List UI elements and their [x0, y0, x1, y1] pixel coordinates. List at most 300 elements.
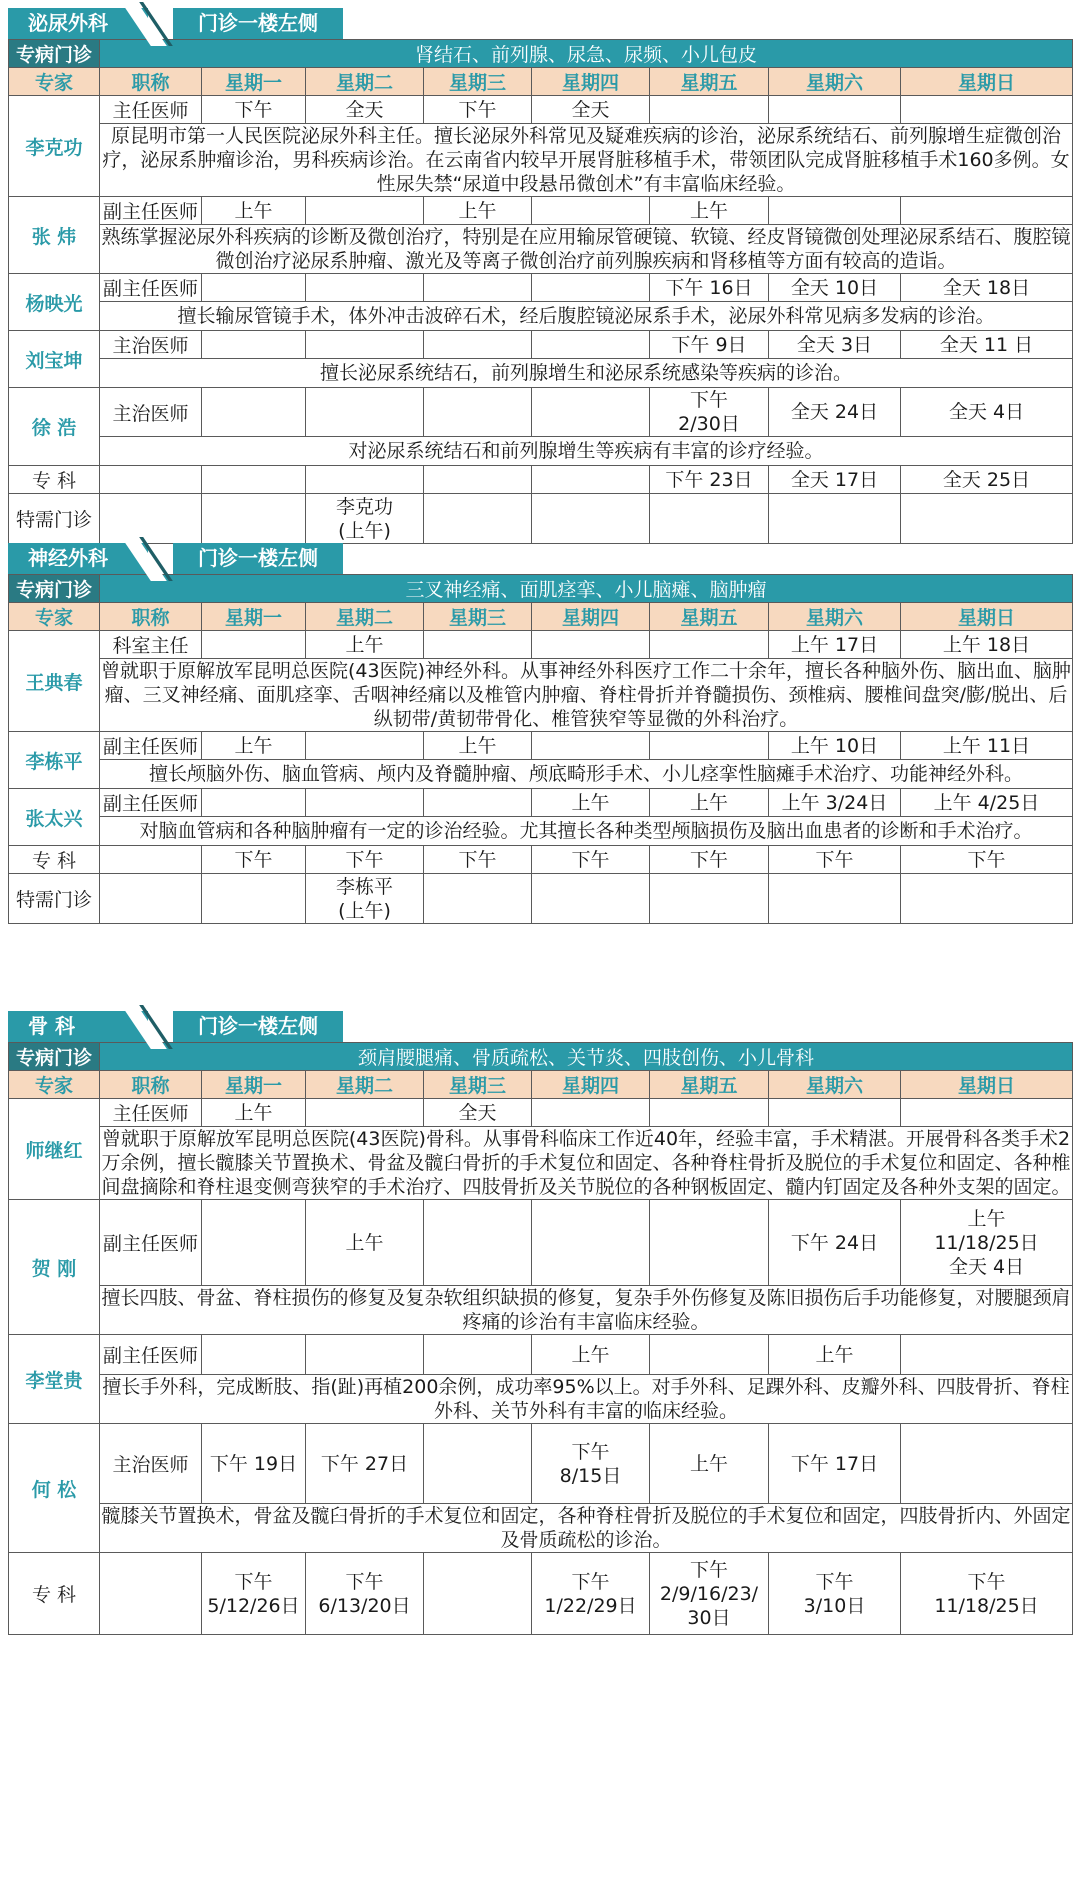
- schedule-cell: [901, 331, 1073, 359]
- schedule-cell-text: 下午 2/9/16/23/ 30日: [659, 1558, 759, 1629]
- header-day: 星期六: [769, 603, 901, 631]
- doctor-title: 科室主任: [100, 631, 202, 659]
- doctor-description: 原昆明市第一人民医院泌尿外科主任。擅长泌尿外科常见及疑难疾病的诊治，泌尿系统结石、前列腺增生症微创治疗，泌尿系肿瘤诊治，男科疾病诊治。在云南省内较早开展肾脏移植手术，带领团队完成肾脏移植手术160多例。女性尿失禁“尿道中段悬吊微创术”有丰富临床经验。: [100, 124, 1073, 197]
- schedule-cell: [306, 846, 424, 874]
- schedule-cell: [532, 874, 650, 924]
- special-need-row: [9, 874, 1073, 924]
- schedule-cell-text: 下午: [571, 848, 610, 871]
- schedule-cell-text: 上午 18日: [942, 633, 1031, 656]
- doctor-desc-row: [9, 437, 1073, 466]
- schedule-cell-text: 李克功 (上午): [335, 495, 393, 542]
- header-doctor: 专家: [9, 1071, 100, 1099]
- doctor-desc-row: [9, 1127, 1073, 1200]
- schedule-cell: [306, 466, 424, 494]
- schedule-cell: [769, 274, 901, 302]
- schedule-cell-text: 上午: [571, 1343, 610, 1366]
- header-day: 星期日: [901, 603, 1073, 631]
- specialty-list: 三叉神经痛、面肌痉挛、小儿脑瘫、脑肿瘤: [100, 575, 1073, 603]
- specialty-label: 专病门诊: [9, 1043, 100, 1071]
- schedule-cell-text: 下午 16日: [665, 276, 753, 299]
- schedule-cell: [650, 274, 769, 302]
- schedule-cell: [769, 494, 901, 544]
- schedule-cell-text: 下午 19日: [209, 1452, 298, 1475]
- specialty-label: 专病门诊: [9, 575, 100, 603]
- schedule-cell: [532, 388, 650, 437]
- schedule-cell-text: 下午 6/13/20日: [318, 1570, 411, 1617]
- schedule-cell: [650, 631, 769, 659]
- schedule-cell: [202, 466, 306, 494]
- schedule-cell: [424, 274, 532, 302]
- schedule-table: [8, 1042, 1073, 1635]
- schedule-cell-text: 全天 24日: [790, 401, 879, 423]
- schedule-cell: [202, 1424, 306, 1504]
- specialist-row: [9, 1553, 1073, 1635]
- header-day: 星期三: [424, 603, 532, 631]
- schedule-cell: [901, 388, 1073, 437]
- doctor-desc-row: [9, 124, 1073, 197]
- schedule-cell-text: 下午 9日: [671, 333, 747, 356]
- schedule-cell: [306, 874, 424, 924]
- schedule-cell: [306, 274, 424, 302]
- doctor-desc-row: [9, 1375, 1073, 1424]
- schedule-cell-text: 上午: [234, 199, 273, 222]
- doctor-desc-row: [9, 225, 1073, 274]
- header-doctor: 专家: [9, 603, 100, 631]
- empty-cell: [100, 1553, 202, 1635]
- doctor-desc-row: [9, 1504, 1073, 1553]
- schedule-cell: [650, 494, 769, 544]
- header-day: 星期四: [532, 603, 650, 631]
- schedule-cell-text: 上午: [689, 791, 728, 814]
- schedule-cell-text: 上午: [689, 1452, 728, 1475]
- header-row: [9, 1071, 1073, 1099]
- header-day: 星期五: [650, 68, 769, 96]
- schedule-cell: [202, 732, 306, 760]
- schedule-cell: [901, 631, 1073, 659]
- schedule-cell-text: 上午 11/18/25日 全天 4日: [934, 1207, 1039, 1278]
- schedule-cell-text: 下午: [458, 848, 497, 871]
- header-day: 星期一: [202, 68, 306, 96]
- schedule-cell: [769, 789, 901, 817]
- section-tab-row: [8, 543, 1072, 574]
- schedule-cell: [202, 96, 306, 124]
- schedule-cell-text: 全天 3日: [796, 333, 873, 356]
- schedule-cell: [424, 874, 532, 924]
- header-row: [9, 603, 1073, 631]
- schedule-cell-text: 上午 4/25日: [933, 791, 1040, 814]
- schedule-cell-text: 下午 3/10日: [803, 1570, 866, 1617]
- doctor-desc-row: [9, 359, 1073, 388]
- location-tab: 门诊一楼左侧: [173, 1011, 343, 1042]
- doctor-title: 副主任医师: [100, 732, 202, 760]
- schedule-cell: [306, 732, 424, 760]
- doctor-title: 副主任医师: [100, 789, 202, 817]
- doctor-name: 张太兴: [9, 789, 100, 846]
- schedule-cell: [306, 1099, 424, 1127]
- section-tab-row: [8, 1011, 1072, 1042]
- doctor-title: 副主任医师: [100, 1335, 202, 1375]
- schedule-cell-text: 下午: [967, 848, 1006, 871]
- doctor-name: 李堂贵: [9, 1335, 100, 1424]
- schedule-cell: [901, 466, 1073, 494]
- schedule-cell: [306, 96, 424, 124]
- schedule-cell: [202, 789, 306, 817]
- schedule-cell-text: 上午: [345, 1231, 384, 1254]
- schedule-cell: [424, 388, 532, 437]
- schedule-cell-text: 上午 11日: [942, 734, 1031, 757]
- schedule-cell: [650, 1200, 769, 1286]
- header-day: 星期四: [532, 1071, 650, 1099]
- doctor-schedule-row: [9, 789, 1073, 817]
- doctor-description: 擅长四肢、骨盆、脊柱损伤的修复及复杂软组织缺损的修复，复杂手外伤修复及陈旧损伤后手功能修复，对腰腿颈肩疼痛的诊治有丰富临床经验。: [101, 1287, 1071, 1333]
- schedule-cell: [424, 732, 532, 760]
- empty-cell: [100, 846, 202, 874]
- schedule-cell: [532, 494, 650, 544]
- schedule-cell-text: 全天: [571, 98, 610, 121]
- schedule-cell: [202, 1335, 306, 1375]
- dept-tab: 泌尿外科: [8, 8, 148, 39]
- schedule-cell-text: 上午: [689, 199, 728, 222]
- specialty-list: 肾结石、前列腺、尿急、尿频、小儿包皮: [100, 40, 1073, 68]
- schedule-cell: [424, 197, 532, 225]
- schedule-cell: [202, 494, 306, 544]
- header-day: 星期六: [769, 1071, 901, 1099]
- special-need-label: 特需门诊: [9, 874, 100, 924]
- doctor-title: 副主任医师: [100, 274, 202, 302]
- schedule-cell: [532, 466, 650, 494]
- doctor-name: 师继红: [9, 1099, 100, 1200]
- header-day: 星期五: [650, 603, 769, 631]
- schedule-cell: [306, 388, 424, 437]
- schedule-table: [8, 39, 1073, 544]
- header-day: 星期一: [202, 603, 306, 631]
- header-day: 星期日: [901, 68, 1073, 96]
- doctor-schedule-row: [9, 197, 1073, 225]
- schedule-cell: [769, 1424, 901, 1504]
- section-tab-row: [8, 8, 1072, 39]
- header-day: 星期五: [650, 1071, 769, 1099]
- doctor-description: 曾就职于原解放军昆明总医院(43医院)神经外科。从事神经外科医疗工作二十余年，擅长各种脑外伤、脑出血、脑肿瘤、三叉神经痛、面肌痉挛、舌咽神经痛以及椎管内肿瘤、脊柱骨折并脊髓损伤、颈椎病、腰椎间盘突/膨/脱出、后纵韧带/黄韧带骨化、椎管狭窄等显微的外科治疗。: [101, 660, 1072, 730]
- specialty-list: 颈肩腰腿痛、骨质疏松、关节炎、四肢创伤、小儿骨科: [100, 1043, 1073, 1071]
- doctor-description: 对泌尿系统结石和前列腺增生等疾病有丰富的诊疗经验。: [100, 437, 1073, 466]
- schedule-cell: [901, 494, 1073, 544]
- schedule-cell: [532, 732, 650, 760]
- schedule-cell: [306, 494, 424, 544]
- schedule-cell: [532, 331, 650, 359]
- schedule-cell: [424, 631, 532, 659]
- header-day: 星期二: [306, 603, 424, 631]
- schedule-cell-text: 全天: [345, 98, 384, 121]
- schedule-cell-text: 下午: [345, 848, 384, 871]
- schedule-cell: [532, 1335, 650, 1375]
- schedule-table: [8, 574, 1073, 924]
- schedule-cell-text: 下午 2/30日: [678, 389, 740, 435]
- specialist-row: [9, 466, 1073, 494]
- schedule-cell-text: 上午 3/24日: [781, 791, 888, 814]
- doctor-title: 副主任医师: [100, 1200, 202, 1286]
- doctor-desc-row: [9, 302, 1073, 331]
- doctor-description: 擅长手外科，完成断肢、指(趾)再植200余例，成功率95%以上。对手外科、足踝外科、皮瓣外科、四肢骨折、脊柱外科、关节外科有丰富的临床经验。: [100, 1375, 1073, 1424]
- schedule-cell: [424, 96, 532, 124]
- schedule-cell: [769, 1099, 901, 1127]
- schedule-cell: [901, 1553, 1073, 1635]
- schedule-cell: [202, 1200, 306, 1286]
- schedule-cell-text: 下午: [458, 98, 497, 121]
- special-need-row: [9, 494, 1073, 544]
- schedule-cell: [532, 846, 650, 874]
- doctor-name: 李克功: [9, 96, 100, 197]
- schedule-cell: [650, 331, 769, 359]
- schedule-cell: [306, 1200, 424, 1286]
- schedule-cell: [650, 1424, 769, 1504]
- doctor-description: 擅长输尿管镜手术，体外冲击波碎石术，经后腹腔镜泌尿系手术，泌尿外科常见病多发病的诊治。: [100, 302, 1073, 331]
- schedule-cell: [769, 96, 901, 124]
- schedule-cell-text: 上午: [571, 791, 610, 814]
- doctor-schedule-row: [9, 732, 1073, 760]
- doctor-title: 主任医师: [100, 1099, 202, 1127]
- doctor-description: 擅长颅脑外伤、脑血管病、颅内及脊髓肿瘤、颅底畸形手术、小儿痉挛性脑瘫手术治疗、功能神经外科。: [100, 760, 1073, 789]
- doctor-name: 张 炜: [9, 197, 100, 274]
- schedule-cell-text: 下午 11/18/25日: [934, 1570, 1039, 1617]
- schedule-cell: [202, 631, 306, 659]
- header-title: 职称: [100, 68, 202, 96]
- schedule-cell: [650, 96, 769, 124]
- schedule-cell: [532, 1200, 650, 1286]
- schedule-cell: [202, 388, 306, 437]
- dept-section: [8, 8, 1072, 544]
- doctor-title: 主治医师: [100, 331, 202, 359]
- schedule-cell: [650, 874, 769, 924]
- schedule-cell: [769, 466, 901, 494]
- doctor-schedule-row: [9, 631, 1073, 659]
- doctor-title: 主治医师: [100, 1424, 202, 1504]
- schedule-cell: [306, 1335, 424, 1375]
- schedule-cell: [650, 789, 769, 817]
- schedule-cell: [424, 1099, 532, 1127]
- doctor-description: 髋膝关节置换术，骨盆及髋臼骨折的手术复位和固定，各种脊柱骨折及脱位的手术复位和固定，四肢骨折内、外固定及骨质疏松的诊治。: [101, 1505, 1071, 1551]
- specialist-label: 专 科: [9, 846, 100, 874]
- schedule-cell-text: 上午: [234, 734, 273, 757]
- schedule-cell-text: 全天 10日: [790, 276, 879, 299]
- doctor-schedule-row: [9, 274, 1073, 302]
- specialty-label: 专病门诊: [9, 40, 100, 68]
- doctor-schedule-row: [9, 96, 1073, 124]
- schedule-cell: [901, 96, 1073, 124]
- schedule-cell-text: 下午: [815, 848, 854, 871]
- schedule-cell-text: 全天 25日: [942, 468, 1031, 491]
- schedule-cell: [424, 1553, 532, 1635]
- schedule-cell-text: 下午 24日: [790, 1231, 879, 1254]
- schedule-cell: [769, 874, 901, 924]
- schedule-cell: [532, 96, 650, 124]
- doctor-desc-row: [9, 1286, 1073, 1335]
- doctor-name: 杨映光: [9, 274, 100, 331]
- schedule-cell: [202, 1099, 306, 1127]
- schedule-cell: [769, 1335, 901, 1375]
- header-day: 星期三: [424, 1071, 532, 1099]
- schedule-cell: [901, 874, 1073, 924]
- schedule-cell: [650, 1099, 769, 1127]
- specialist-label: 专 科: [9, 466, 100, 494]
- header-row: [9, 68, 1073, 96]
- schedule-cell: [769, 631, 901, 659]
- doctor-schedule-row: [9, 1424, 1073, 1504]
- dept-section: [8, 543, 1072, 924]
- schedule-cell: [769, 1200, 901, 1286]
- header-doctor: 专家: [9, 68, 100, 96]
- schedule-cell-text: 上午: [815, 1343, 854, 1366]
- dept-tab: 骨 科: [8, 1011, 148, 1042]
- schedule-cell: [901, 1424, 1073, 1504]
- doctor-name: 徐 浩: [9, 388, 100, 466]
- specialist-row: [9, 846, 1073, 874]
- schedule-cell: [424, 331, 532, 359]
- schedule-cell-text: 下午: [689, 848, 728, 871]
- schedule-cell: [424, 846, 532, 874]
- schedule-cell-text: 全天 17日: [790, 468, 879, 491]
- schedule-cell-text: 全天 11 日: [939, 333, 1034, 356]
- schedule-cell: [202, 846, 306, 874]
- header-title: 职称: [100, 1071, 202, 1099]
- doctor-schedule-row: [9, 1200, 1073, 1286]
- schedule-cell-text: 下午 23日: [665, 468, 753, 491]
- schedule-cell: [532, 1424, 650, 1504]
- doctor-desc-row: [9, 760, 1073, 789]
- doctor-desc-row: [9, 817, 1073, 846]
- doctor-title: 副主任医师: [100, 197, 202, 225]
- schedule-cell-text: 全天: [458, 1101, 497, 1124]
- schedule-cell: [769, 388, 901, 437]
- schedule-cell: [901, 789, 1073, 817]
- schedule-cell-text: 下午 8/15日: [559, 1440, 622, 1487]
- schedule-cell: [306, 789, 424, 817]
- schedule-cell-text: 全天 4日: [948, 401, 1025, 423]
- doctor-description: 熟练掌握泌尿外科疾病的诊断及微创治疗，特别是在应用输尿管硬镜、软镜、经皮肾镜微创处理泌尿系结石、腹腔镜微创治疗泌尿系肿瘤、激光及等离子微创治疗前列腺疾病和肾移植等方面有较高的造诣。: [101, 226, 1071, 272]
- schedule-cell: [424, 494, 532, 544]
- schedule-cell: [532, 197, 650, 225]
- doctor-description: 曾就职于原解放军昆明总医院(43医院)骨科。从事骨科临床工作近40年，经验丰富，手术精湛。开展骨科各类手术2万余例，擅长髋膝关节置换术、骨盆及髋臼骨折的手术复位和固定、各种脊柱骨折及脱位的手术复位和固定、各种椎间盘摘除和脊柱退变侧弯狭窄的手术治疗、四肢骨折及关节脱位的各种钢板固定、髓内钉固定及各种外支架的固定。: [101, 1128, 1071, 1198]
- schedule-cell: [650, 846, 769, 874]
- schedule-cell: [306, 331, 424, 359]
- schedule-cell: [650, 466, 769, 494]
- schedule-cell: [306, 631, 424, 659]
- schedule-cell: [650, 1335, 769, 1375]
- doctor-schedule-row: [9, 331, 1073, 359]
- schedule-cell-text: 上午 10日: [790, 734, 879, 757]
- schedule-cell-text: 全天 18日: [942, 276, 1031, 299]
- schedule-cell: [424, 1200, 532, 1286]
- empty-cell: [100, 466, 202, 494]
- schedule-cell: [424, 466, 532, 494]
- schedule-cell: [650, 388, 769, 437]
- schedule-cell: [202, 874, 306, 924]
- schedule-cell: [424, 1335, 532, 1375]
- schedule-cell: [532, 1553, 650, 1635]
- schedule-cell-text: 下午 27日: [320, 1452, 409, 1475]
- schedule-cell: [769, 1553, 901, 1635]
- schedule-cell: [901, 732, 1073, 760]
- schedule-cell: [901, 1335, 1073, 1375]
- empty-cell: [100, 494, 202, 544]
- doctor-title: 主治医师: [100, 388, 202, 437]
- header-day: 星期一: [202, 1071, 306, 1099]
- schedule-cell: [901, 846, 1073, 874]
- doctor-desc-row: [9, 659, 1073, 732]
- header-day: 星期二: [306, 1071, 424, 1099]
- doctor-name: 王典春: [9, 631, 100, 732]
- doctor-title: 主任医师: [100, 96, 202, 124]
- schedule-cell: [650, 732, 769, 760]
- doctor-description: 擅长泌尿系统结石，前列腺增生和泌尿系统感染等疾病的诊治。: [100, 359, 1073, 388]
- schedule-cell: [306, 1424, 424, 1504]
- schedule-cell-text: 上午: [345, 633, 384, 656]
- schedule-cell: [532, 274, 650, 302]
- schedule-cell: [650, 197, 769, 225]
- doctor-schedule-row: [9, 1099, 1073, 1127]
- doctor-name: 刘宝坤: [9, 331, 100, 388]
- header-title: 职称: [100, 603, 202, 631]
- schedule-cell-text: 上午: [234, 1101, 273, 1124]
- schedule-cell-text: 下午 17日: [790, 1452, 879, 1475]
- location-tab: 门诊一楼左侧: [173, 543, 343, 574]
- schedule-cell: [306, 1553, 424, 1635]
- doctor-name: 贺 刚: [9, 1200, 100, 1335]
- schedule-cell: [532, 789, 650, 817]
- schedule-cell: [532, 1099, 650, 1127]
- schedule-cell: [202, 1553, 306, 1635]
- doctor-schedule-row: [9, 388, 1073, 437]
- schedule-cell-text: 李栋平 (上午): [335, 875, 393, 922]
- schedule-cell: [202, 274, 306, 302]
- header-day: 星期四: [532, 68, 650, 96]
- schedule-cell-text: 上午: [458, 199, 497, 222]
- header-day: 星期二: [306, 68, 424, 96]
- schedule-cell: [202, 331, 306, 359]
- schedule-cell: [901, 1200, 1073, 1286]
- schedule-cell-text: 上午 17日: [790, 633, 879, 656]
- schedule-cell: [769, 846, 901, 874]
- dept-section: [8, 1011, 1072, 1635]
- schedule-cell-text: 下午 5/12/26日: [207, 1570, 300, 1617]
- header-day: 星期六: [769, 68, 901, 96]
- special-need-label: 特需门诊: [9, 494, 100, 544]
- schedule-cell: [424, 789, 532, 817]
- location-tab: 门诊一楼左侧: [173, 8, 343, 39]
- schedule-cell-text: 下午: [234, 98, 273, 121]
- header-day: 星期日: [901, 1071, 1073, 1099]
- schedule-cell: [769, 331, 901, 359]
- schedule-cell-text: 上午: [458, 734, 497, 757]
- schedule-cell: [532, 631, 650, 659]
- doctor-schedule-row: [9, 1335, 1073, 1375]
- doctor-name: 何 松: [9, 1424, 100, 1553]
- doctor-name: 李栋平: [9, 732, 100, 789]
- schedule-cell: [769, 732, 901, 760]
- schedule-cell: [306, 197, 424, 225]
- header-day: 星期三: [424, 68, 532, 96]
- specialist-label: 专 科: [9, 1553, 100, 1635]
- schedule-cell: [901, 1099, 1073, 1127]
- schedule-cell: [202, 197, 306, 225]
- schedule-cell-text: 下午: [234, 848, 273, 871]
- schedule-cell: [901, 274, 1073, 302]
- dept-tab: 神经外科: [8, 543, 148, 574]
- schedule-cell-text: 下午 1/22/29日: [544, 1570, 637, 1617]
- schedule-cell: [424, 1424, 532, 1504]
- schedule-cell: [901, 197, 1073, 225]
- empty-cell: [100, 874, 202, 924]
- schedule-cell: [769, 197, 901, 225]
